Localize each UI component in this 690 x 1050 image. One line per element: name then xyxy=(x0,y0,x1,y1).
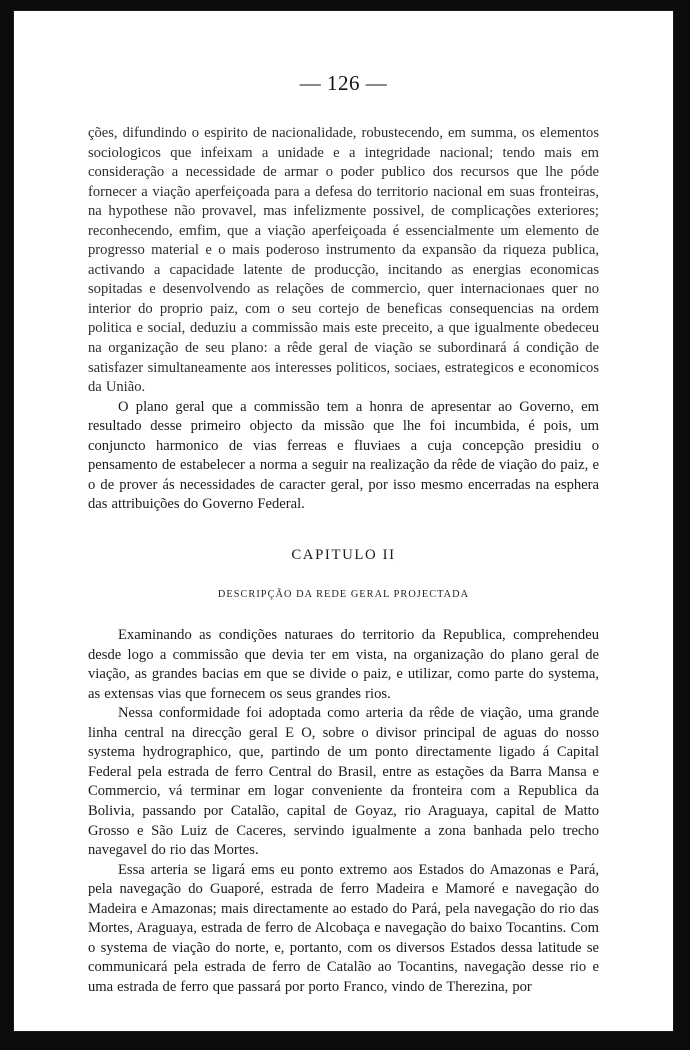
paragraph-essa-arteria: Essa arteria se ligará ems eu ponto extremo aos Estados do Amazonas e Pará, pela navegação do Guaporé, estrada de ferro Madeira e Mamoré e navegação do Madeira e Amazonas; mais directamente ao estado do Pará, pela navegação do rio das Mortes, Araguaya, estrada de ferro de Alcobaça e navegação do baixo Tocantins. Com o systema de viação do norte, e, portanto, com os diversos Estados dessa latitude se communicará pela estrada de ferro de Catalão ao Tocantins, navegação desse rio e uma estrada de ferro que passará por porto Franco, vindo de Therezina, por xyxy=(88,861,599,995)
paragraph-examinando: Examinando as condições naturaes do territorio da Republica, comprehendeu desde logo a commissão que devia ter em vista, na organização do plano geral de viação, as grandes bacias em que se divide o paiz, e utilizar, como parte do systema, as extensas vias que fornecem os seus grandes rios. xyxy=(88,627,599,702)
page-number: — 126 — xyxy=(299,71,388,95)
paragraph-plano-geral: O plano geral que a commissão tem a honra de apresentar ao Governo, em resultado desse primeiro objecto da missão que lhe foi incumbida, é pois, um conjuncto harmonico de vias ferreas e fluviaes a cuja concepção presidiu o pensamento de estabelecer a norma a seguir na realização da rêde de viação do paiz, e o de prover ás necessidades de caracter geral, por isso mesmo encerradas na esphera das attribuições do Governo Federal. xyxy=(88,398,599,513)
chapter-subheading: DESCRIPÇÃO DA REDE GERAL PROJECTADA xyxy=(217,589,470,601)
chapter-heading: CAPITULO II xyxy=(291,546,396,563)
paragraph-continued: ções, difundindo o espirito de nacionalidade, robustecendo, em summa, os elementos sociologicos que infeixam a unidade e a integridade nacional; tendo mais em consideração a necessidade de armar o poder publico dos recursos que lhe póde fornecer a viação aperfeiçoada para a defesa do territorio nacional em suas fronteiras, na hypothese não provavel, mas infelizmente possivel, de complicações exteriores; reconhecendo, emfim, que a viação aperfeiçoada é essencialmente um elemento de progresso material e o mais poderoso instrumento da expansão da riqueza publica, activando a capacidade latente de producção, incitando as energias economicas sopitadas e desenvolvendo as relações de commercio, quer internacionaes quer no interior do proprio paiz, com o seu cortejo de beneficas consequencias na ordem politica e social, deduziu a commissão mais este preceito, a que igualmente obedeceu na organização de seu plano: a rêde geral de viação se subordinará á condição de satisfazer simultaneamente aos interesses politicos, sociaes, estrategicos e economicos da União. xyxy=(88,125,599,396)
page-sheet xyxy=(14,11,673,1031)
body-text-block xyxy=(88,124,599,997)
page-content xyxy=(88,11,599,997)
paragraph-nessa-conformidade: Nessa conformidade foi adoptada como arteria da rêde de viação, uma grande linha central na direcção geral E O, sobre o divisor principal de aguas do nosso systema hydrographico, que, partindo de um ponto directamente ligado á Capital Federal pela estrada de ferro Central do Brasil, entre as estações da Barra Mansa e Commercio, vá terminar em logar conveniente da fronteira com a Republica da Bolivia, passando por Catalão, capital de Goyaz, rio Araguaya, capital de Matto Grosso e São Luiz de Caceres, servindo igualmente a zona banhada pelo trecho navegavel do rio das Mortes. xyxy=(88,705,599,859)
